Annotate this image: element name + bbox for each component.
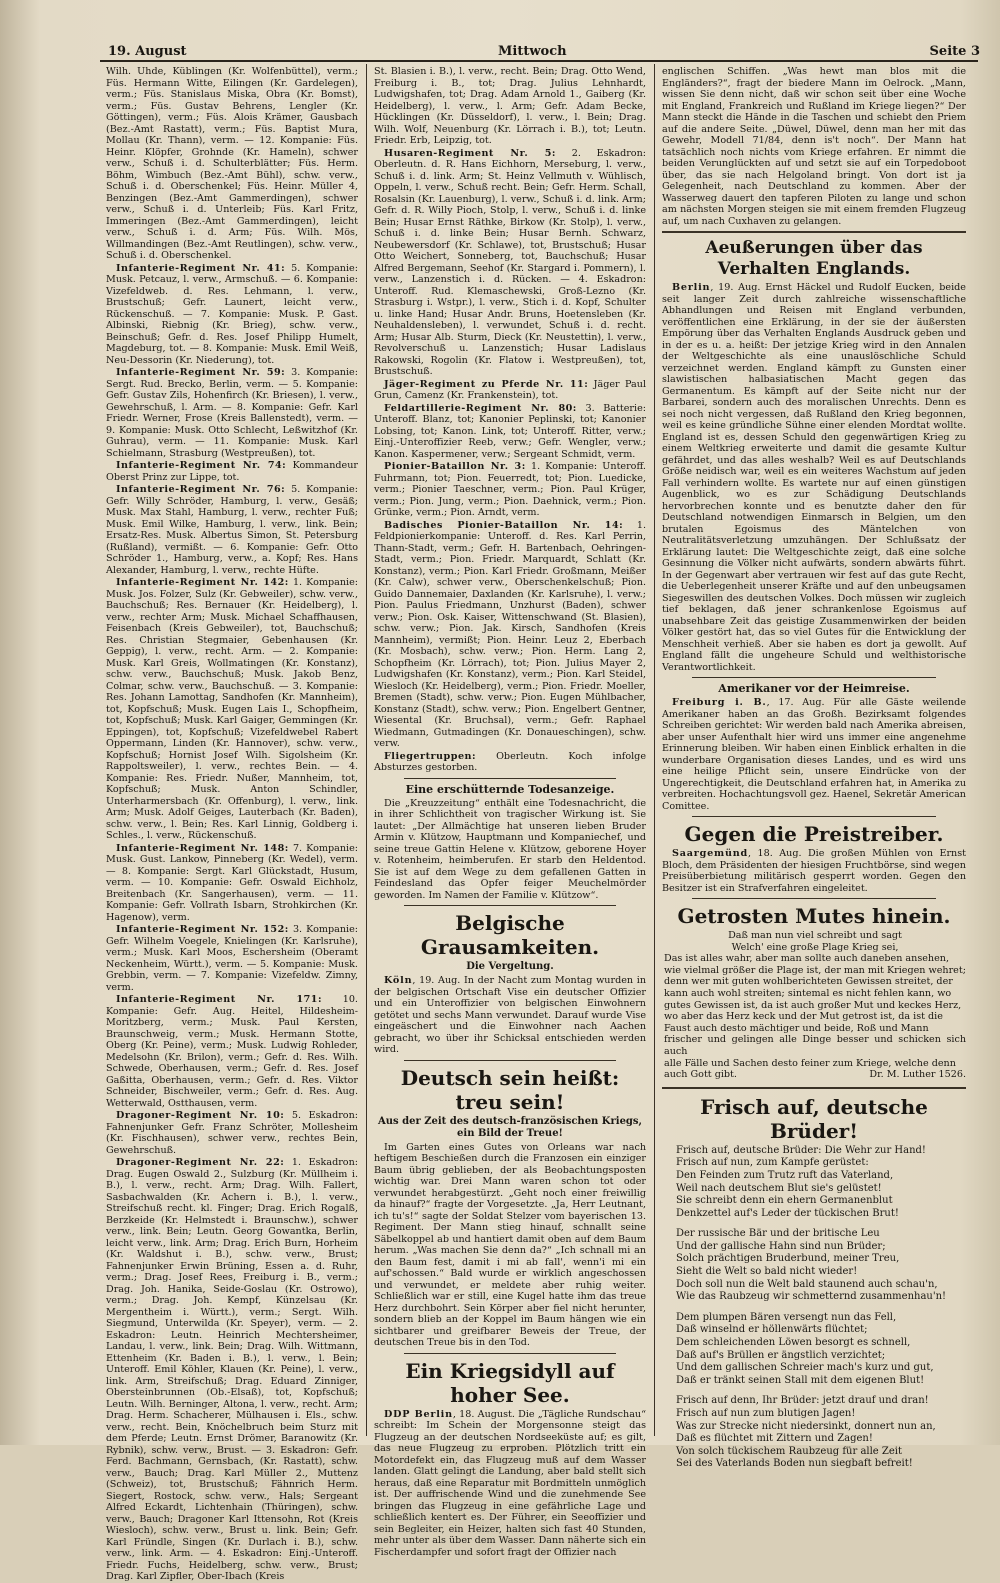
- quote-line: wo aber das Herz keck und der Mut getrost ist, da ist die: [664, 1011, 943, 1023]
- regiment-entry: [106, 367, 358, 459]
- quote-line: wie vielmal größer die Plage ist, der man mit Kriegen wehret;: [664, 964, 966, 976]
- regiment-text: 10. Kompanie: Gefr. Aug. Heitel, Hildesheim-Moritzberg, verm.; Musk. Paul Kersten, Braunschweig, verm.; Musk. Hermann Stotte, Oberg (Kr. Peine), verm.; Musk. Ludwig Rohleder, Medelsohn (Kr. Brilon), verm.; Gefr. d. Res. Wilh. Schwede, Oberhausen, verm.; Gefr. d. Res. Josef Gaßitta, Oberhausen, verm.; Gefr. d. Res. Viktor Schneider, Bischweiler, verm.; Gefr. d. Res. Aug. Wetterwald, Ostthausen, verm.: [106, 994, 358, 1109]
- dateline-place: Berlin: [672, 282, 711, 293]
- stanza-gap: [676, 1220, 966, 1228]
- regiment-entry: [106, 577, 358, 842]
- article-separator: [404, 1060, 616, 1061]
- column-3: [662, 66, 966, 1470]
- article-headline-getrosten-mutes: Getrosten Mutes hinein.: [677, 904, 951, 928]
- poem-line: Sie schreibt denn ein ehern Germanenblut: [676, 1195, 893, 1207]
- regiment-text: 1. Kompanie: Unteroff. Fuhrmann, tot; Pion. Feuerredt, tot; Pion. Luedicke, verm.; Pionier Taeschner, verm.; Pion. Paul Krüger, verm.; Pion. Jung, verm.; Pion. Daehnick, verm.; Pion. Grünke, verm.; Pion. Arndt, verm.: [374, 461, 646, 518]
- poem-line: Daß winselnd er höllenwärts flüchtet;: [676, 1324, 868, 1336]
- regiment-entry: [106, 1157, 358, 1583]
- regiment-entry: [106, 924, 358, 993]
- regiment-entry: [374, 148, 646, 378]
- quote-line: gutes Gewissen ist, da ist auch großer Mut und keckes Herz,: [664, 999, 962, 1011]
- poem-frisch-auf: [662, 1145, 966, 1471]
- poem-line: Sieht die Welt so bald nicht wieder!: [676, 1266, 858, 1278]
- quote-line: alle Fälle und Sachen desto feiner zum Kriege, welche denn: [664, 1057, 956, 1069]
- article-text: , 19. Aug. Ernst Häckel und Rudolf Eucken, beide seit langer Zeit durch zahlreiche wissenschaftliche Abhandlungen und Reisen mit England verbunden, veröffentlichen eine Erklärung, in der sie der äußersten Empörung über das Verhalten Englands Ausdruck geben und in der es u. a. heißt: Der jetzige Krieg wird in den Annalen der Weltgeschichte als eine unauslöschliche Schuld verzeichnet werden. England kämpft zu Gunsten einer slawistischen halbasiatischen Macht gegen das Germanentum. Es kämpft auf der Seite nicht nur der Barbarei, sondern auch des moralischen Unrechts. Denn es sei noch nicht vergessen, daß Rußland den Krieg begonnen, weil es keine gründliche Sühne einer elenden Mordtat wollte. England ist es, dessen Schuld den gegenwärtigen Krieg zu einem Weltkrieg erweiterte und damit die gesamte Kultur gefährdet, und das alles weshalb? Weil es auf Deutschlands Größe neidisch war, weil es ein weiteres Wachstum auf jeden Fall verhindern wollte. Es wartete nur auf einen günstigen Augenblick, wo es zur Schädigung Deutschlands hervorbrechen konnte und es benutzte daher den für Deutschland notwendigen Einmarsch in Belgien, um den brutalen Egoismus des Mäntelchen von Neutralitätsverletzung umzuhängen. Der Schlußsatz der Erklärung lautet: Die Weltgeschichte zeigt, daß eine solche Gesinnung die Völker nicht aufwärts, sondern abwärts führt. In der Gegenwart aber vertrauen wir fest auf das gute Recht, die Ueberlegenheit unserer Kräfte und auf den unbeugsamen Siegeswillen des deutschen Volkes. Doch müssen wir zugleich tief beklagen, daß jener schrankenlose Egoismus auf unabsehbare Zeit das geistige Zusammenwirken der beiden Völker gestört hat, das so viel Gutes für die Entwicklung der Menschheit verhieß. Aber sie haben es dort ja gewollt. Auf England fällt die ungeheure Schuld und welthistorische Verantwortlichkeit.: [662, 282, 966, 673]
- poem-line: Frisch auf nun, zum Kampfe gerüstet:: [676, 1157, 869, 1169]
- poem-line: Was zur Strecke nicht niedersinkt, donnert nun an,: [676, 1420, 936, 1432]
- regiment-text: 5. Kompanie: Musk. Petcauz, l. verw., Armschuß. — 6. Kompanie: Vizefeldweb. d. Res. Lehmann, l. verw., Brustschuß; Gefr. Launert, leicht verw., Rückenschuß. — 7. Kompanie: Musk. P. Gast. Albinski, Riebnig (Kr. Brieg), schw. verw., Beinschuß; Gefr. d. Res. Josef Philipp Humelt, Magdeburg, tot. — 8. Kompanie: Musk. Emil Weiß, Neu-Dessorin (Kr. Niederung), tot.: [106, 262, 358, 366]
- poem-line: Der russische Bär und der britische Leu: [676, 1228, 880, 1240]
- article-headline-amerikaner: Amerikaner vor der Heimreise.: [718, 682, 910, 695]
- poem-line: Daß er tränkt seinen Stall mit dem eigenen Blut!: [676, 1374, 925, 1386]
- column-2: [374, 66, 647, 1558]
- article-headline-preistreiber: Gegen die Preistreiber.: [684, 822, 944, 846]
- poem-title-frisch-auf: Frisch auf, deutsche Brüder!: [700, 1094, 928, 1143]
- poem-line: Denkzettel auf's Leder der tückischen Brut!: [676, 1207, 899, 1219]
- article-separator: [662, 1087, 966, 1089]
- article-body-preistreiber: [662, 848, 966, 894]
- article-headline-todesanzeige: Eine erschütternde Todesanzeige.: [405, 782, 615, 796]
- article-separator: [404, 905, 616, 906]
- poem-line: Dem schleichenden Löwen besorgt es schnell,: [676, 1337, 911, 1349]
- regiment-title: Infanterie-Regiment Nr. 142:: [116, 577, 289, 588]
- regiment-text: Kommandeur Oberst Prinz zur Lippe, tot.: [106, 460, 358, 483]
- regiment-title: Dragoner-Regiment Nr. 22:: [116, 1157, 285, 1168]
- article-text: , 17. Aug. Für alle Gäste weilende Amerikaner haben an das Großh. Bezirksamt folgendes Schreiben gerichtet: Wir werden bald nach Amerika abreisen, aber unser Aufenthalt hier wird uns immer eine angenehme Erinnerung bleiben. Wir haben einen Einblick erhalten in die wunderbare Organisation dieses Landes, und es wird uns eine heilige Pflicht sein, unsere Eindrücke von der Ungerechtigkeit, die Deutschland erfahren hat, in Amerika zu verbreiten. Hochachtungsvoll gez. Haenel, Sekretär American Comittee.: [662, 697, 966, 812]
- regiment-entry: [106, 263, 358, 367]
- article-separator: [404, 1353, 616, 1354]
- article-text: , 18. Aug. Die großen Mühlen von Ernst Bloch, dem Präsidenten der hiesigen Fruchtbörse, sind wegen Preisüberbietung militärisch gesperrt worden. Gegen den Besitzer ist ein Strafverfahren eingeleitet.: [662, 848, 966, 894]
- dateline-place: DDP Berlin: [384, 1408, 453, 1420]
- stanza-gap: [676, 1387, 966, 1395]
- poem-line: Von solch tückischem Raubzeug für alle Zeit: [676, 1445, 902, 1457]
- regiment-text: 3. Kompanie: Sergt. Rud. Brecko, Berlin, verm. — 5. Kompanie: Gefr. Gustav Zils, Hohenfirch (Kr. Briesen), l. verw., Gewehrschuß, l. Arm. — 8. Kompanie: Gefr. Karl Friedr. Werner, Frose (Kreis Ballenstedt), verm. — 9. Kompanie: Musk. Otto Schlecht, Leßwitzhof (Kr. Guhrau), verm. — 11. Kompanie: Musk. Karl Schielmann, Strasburg (Westpreußen), tot.: [106, 367, 358, 459]
- regiment-title: Badisches Pionier-Bataillon Nr. 14:: [384, 519, 624, 531]
- article-headline-belgische-grausamkeiten: Belgische Grausamkeiten.: [420, 911, 600, 959]
- regiment-text: 3. Kompanie: Gefr. Wilhelm Voegele, Knielingen (Kr. Karlsruhe), verm.; Musk. Karl Moos, Eschersheim (Oberamt Neckenheim, Württ.), verm. — 5. Kompanie: Musk. Grebbin, verm. — 7. Kompanie: Vizefeldw. Zimny, verm.: [106, 924, 358, 993]
- quote-line: Das ist alles wahr, aber man sollte auch daneben ansehen,: [664, 953, 950, 965]
- regiment-text: 5. Eskadron: Fahnenjunker Gefr. Franz Schröter, Mollesheim (Kr. Fischhausen), schwer verw., rechtes Bein, Gewehrschuß.: [106, 1110, 358, 1156]
- regiment-text: 1. Feldpionierkompanie: Unteroff. d. Res. Karl Perrin, Thann-Stadt, verm.; Gefr. H. Bartenbach, Oehringen-Stadt, verm.; Pion. Friedr. Marquardt, Schlatt (Kr. Konstanz), verm.; Pion. Karl Friedr. Großmann, Meißer (Kr. Calw), schwer verw., Oberschenkelschuß; Pion. Guido Dannemaier, Daxlanden (Kr. Karlsruhe), l. verw.; Pion. Paulus Friedmann, Unzhurst (Baden), schwer verw.; Pion. Osk. Kaiser, Wittenschwand (St. Blasien), schw. verw.; Pion. Jak. Kirsch, Sandhofen (Kreis Mannheim), vermißt; Pion. Heinr. Leuz 2, Eberbach (Kr. Mosbach), schw. verw.; Pion. Herm. Lang 2, Schopfheim (Kr. Lörrach), tot; Pion. Julius Mayer 2, Ludwigshafen (Kr. Konstanz), verm.; Pion. Karl Steidel, Wiesloch (Kr. Heidelberg), verm.; Pion. Friedr. Moeller, Bremen (Stadt), schw. verw.; Pion. Eugen Mühlbacher, Konstanz (Stadt), schw. verw.; Pion. Engelbert Gentner, Wiesental (Kr. Bruchsal), verm.; Gefr. Raphael Wiedmann, Gutmadingen (Kr. Donaueschingen), schw. verw.: [374, 519, 646, 749]
- regiment-title: Infanterie-Regiment Nr. 74:: [116, 460, 287, 471]
- regiment-title: Fliegertruppen:: [384, 750, 477, 762]
- poem-line: Frisch auf, deutsche Brüder: Die Wehr zur Hand!: [676, 1144, 926, 1156]
- quote-line: frischer und gelingen alle Dinge besser und schicken sich auch: [664, 1034, 966, 1057]
- article-headline-englands: Aeußerungen über das Verhalten Englands.: [705, 238, 923, 279]
- article-body-kriegsidyll: [374, 1409, 646, 1559]
- regiment-text: 1. Eskadron: Drag. Eugen Oswald 2., Sulzburg (Kr. Müllheim i. B.), l. verw., recht. Arm; Drag. Wilh. Fallert, Sasbachwalden (Kr. Achern i. B.), l. verw., Streifschuß recht. kl. Finger; Drag. Erich Rogalß, Berzkeide (Kr. Helmstedt i. Braunschw.), schwer verw., link. Bein; Leutn. Georg Gowantka, Berlin, leicht verw., link. Arm; Drag. Erich Burn, Horheim (Kr. Waldshut i. B.), schw. verw., Brust; Fahnenjunker Erwin Brüning, Essen a. d. Ruhr, verm.; Drag. Josef Rees, Freiburg i. B., verm.; Drag. Joh. Hanika, Seide-Goslau (Kr. Ostrowo), verm.; Drag. Joh. Kempf, Künzelsau (Kr. Mergentheim i. Württ.), verm.; Sergt. Wilh. Siegmund, Unterwilda (Kr. Speyer), verm. — 2. Eskadron: Leutn. Heinrich Mechtersheimer, Landau, l. verw., link. Bein; Drag. Wilh. Wittmann, Ettenheim (Kr. Baden i. B.), l. verw., l. Bein; Unteroff. Emil Köhler, Klauen (Kr. Peine), l. verw., link. Arm, Streifschuß; Drag. Eduard Zinniger, Obersteinbrunnen (Ob.-Elsaß), tot, Kopfschuß; Leutn. Wilh. Berninger, Altona, l. verw., recht. Arm; Drag. Herm. Schacherer, Mülhausen i. Els., schw. verw., recht. Bein, Knöchelbruch beim Sturz mit dem Pferde; Leutn. Ernst Drömer, Baranowitz (Kr. Rybnik), schw. verw., Brust. — 3. Eskadron: Gefr. Ferd. Bachmann, Gernsbach, (Kr. Rastatt), schw. verw., Bauch; Drag. Karl Müller 2., Muttenz (Schweiz), tot, Brustschuß; Fähnrich Herm. Siegert, Rostock, schw. verw., Hals; Sergeant Alfred Eckardt, Lichtenhain (Thüringen), schw. verw., Bauch; Dragoner Karl Ittensohn, Rot (Kreis Wiesloch), schw. verw., Brust u. link. Bein; Gefr. Karl Fründle, Singen (Kr. Durlach i. B.), schw. verw., link. Arm. — 4. Eskadron: Einj.-Unteroff. Friedr. Fuchs, Heidelberg, schw. verw., Brust; Drag. Karl Zipfler, Ober-Ibach (Kreis: [106, 1157, 358, 1582]
- regiment-title: Infanterie-Regiment Nr. 148:: [116, 842, 289, 854]
- regiment-title: Infanterie-Regiment Nr. 152:: [116, 924, 289, 935]
- regiment-text: Oberleutn. Koch infolge Absturzes gestorben.: [374, 750, 646, 773]
- poem-line: Solch prächtigen Bruderbund, meiner Treu,: [676, 1253, 900, 1265]
- regiment-text: 2. Eskadron: Oberleutn. d. R. Hans Eichhorn, Merseburg, l. verw., Schuß i. d. link. Arm; St. Heinz Vellmuth v. Wühlisch, Oppeln, l. verw., Schuß recht. Bein; Gefr. Herm. Schall, Rosalsin (Kr. Lauenburg), l. verw., Schuß i. d. link. Arm; Gefr. d. R. Willy Pioch, Stolp, l. verw., Schuß i. d. linke Bein; Husar Ernst Räthke, Birkow (Kr. Stolp), l. verw., Schuß i. d. linke Bein; Husar Bernh. Schwarz, Neubewersdorf (Kr. Schlawe), tot, Brustschuß; Husar Otto Weichert, Sonneberg, tot, Bauchschuß; Husar Alfred Bergemann, Seehof (Kr. Stargard i. Pommern), l. verw., Lanzenstich i. d. Rücken. — 4. Eskadron: Unteroff. Rud. Klemaschewski, Groß-Lezno (Kr. Strasburg i. Wstpr.), l. verw., Stich i. d. Kopf, Schulter u. linke Hand; Husar Andr. Bruns, Hoetensleben (Kr. Neuhaldensleben), l. verwundet, Schuß i. d. recht. Arm; Husar Alb. Sturm, Dieck (Kr. Neustettin), l. verw., Revolverschuß u. Lanzenstich; Husar Ladislaus Rakowski, Rogolin (Kr. Flatow i. Westpreußen), tot, Brustschuß.: [374, 147, 646, 377]
- regiment-text: 7. Kompanie: Musk. Gust. Lankow, Pinneberg (Kr. Wedel), verm. — 8. Kompanie: Sergt. Karl Glückstadt, Husum, verm. — 10. Kompanie: Gefr. Oswald Eichholz, Breitenbach (Kr. Sangerhausen), verm. — 11. Kompanie: Gefr. Vollrath Isbarn, Strohkirchen (Kr. Hagenow), verm.: [106, 842, 358, 923]
- header-page-number: Seite 3: [929, 44, 980, 59]
- poem-line: Daß auf's Brüllen er ängstlich verzichtet;: [676, 1349, 886, 1361]
- article-body-kriegsidyll-continued: englischen Schiffen. „Was hewt man blos mit die Engländers?“, fragt der biedere Mann im Oelrock. „Mann, wissen Sie denn nicht, daß wir schon seit über eine Woche mit England, Frankreich und Rußland im Kriege liegen?“ Der Mann steckt die Hände in die Taschen und schiebt den Priem auf die andere Seite. „Düwel, Düwel, denn man her mit das Gewehr, Modell 71/84, denn is't noch“. Der Mann hat tatsächlich noch nichts vom Kriege erfahren. Er nimmt die beiden Verunglückten auf und setzt sie auf ein Torpedoboot über, das sie nach Helgoland bringt. Von dort ist ja Gelegenheit, nach Deutschland zu kommen. Aber der Wasserweg dauert den tapferen Piloten zu lange und schon am nächsten Morgen steigen sie mit einem fremden Flugzeug auf, um nach Cuxhaven zu gelangen.: [662, 66, 966, 227]
- poem-line: Wie das Raubzeug wir schmetternd zusammenhau'n!: [676, 1291, 947, 1303]
- article-body-amerikaner: [662, 697, 966, 812]
- dateline-place: Freiburg i. B.: [672, 697, 767, 708]
- article-body-belgische-grausamkeiten: [374, 975, 646, 1056]
- quote-line-end: auch Gott gibt.: [664, 1069, 737, 1081]
- poem-line: Dem plumpen Bären versengt nun das Fell,: [676, 1311, 897, 1323]
- poem-line: Frisch auf denn, Ihr Brüder: jetzt drauf und dran!: [676, 1395, 929, 1407]
- regiment-entry: [106, 843, 358, 924]
- quote-line: Welch' eine große Plage Krieg sei,: [731, 941, 899, 953]
- header-rule: [100, 60, 978, 62]
- regiment-title: Feldartillerie-Regiment Nr. 80:: [384, 402, 577, 414]
- regiment-entry: [374, 461, 646, 519]
- regiment-title: Infanterie-Regiment Nr. 171:: [116, 994, 323, 1005]
- dateline-place: Saargemünd: [672, 848, 749, 859]
- poem-line: Den Feinden zum Trutz ruft das Vaterland,: [676, 1169, 894, 1181]
- article-body-deutsch-sein: Im Garten eines Gutes von Orleans war nach heftigem Beschießen durch die Franzosen ein einziger Baum übrig geblieben, der als Beobachtungsposten wichtig war. Drei Mann waren schon tot oder verwundet herabgestürzt. „Geht noch einer freiwillig da hinauf?“ fragte der Vorgesetzte. „Ja, Herr Leutnant, ich tu's!“ sagte der Soldat Stelzer vom bayerischen 13. Regiment. Der Mann stieg hinauf, schnallt seine Säbelkoppel ab und hantiert damit oben auf dem Baum herum. „Was machen Sie denn da?“ „Ich schnall mi an den Baum fest, damit i mi ab fall', wenn'i mi ein auf'schossen.“ Bald wurde er wirklich angeschossen und verwundet, er meldete aber ruhig weiter. Schließlich war er still, eine Kugel hatte ihm das treue Herz durchbohrt. Sein Körper aber fiel nicht herunter, sondern blieb an der Koppel im Baum hängen wie ein sichtbarer und greifbarer Beweis der Treue, der deutschen Treue bis in den Tod.: [374, 1141, 646, 1348]
- regiment-entry: [106, 994, 358, 1109]
- regiment-title: Jäger-Regiment zu Pferde Nr. 11:: [384, 378, 589, 390]
- quote-line: [664, 1069, 966, 1081]
- regiment-title: Infanterie-Regiment Nr. 41:: [116, 262, 286, 274]
- regiment-title: Infanterie-Regiment Nr. 59:: [116, 367, 286, 378]
- regiment-entry: [106, 484, 358, 576]
- header-weekday: Mittwoch: [498, 44, 567, 59]
- stanza-gap: [676, 1304, 966, 1312]
- poem-line: Daß es flüchtet mit Zittern und Zagen!: [676, 1433, 873, 1445]
- quote-line: kann auch wohl streiten; sintemal es nicht fehlen kann, wo: [664, 987, 952, 999]
- regiment-title: Husaren-Regiment Nr. 5:: [384, 147, 556, 159]
- regiment-entry: [374, 379, 646, 402]
- article-separator: [692, 816, 936, 817]
- quote-signature: Dr. M. Luther 1526.: [869, 1069, 966, 1081]
- quote-line: Faust auch desto mächtiger und beide, Roß und Mann: [664, 1022, 929, 1034]
- regiment-text: 5. Kompanie: Gefr. Willy Schröder, Hamburg, l. verw., Gesäß; Musk. Max Stahl, Hamburg, l. verw., rechter Fuß; Musk. Emil Wilke, Hamburg, l. verw., link. Bein; Ersatz-Res. Musk. Albertus Simon, St. Petersburg (Rußland), vermißt. — 6. Kompanie: Gefr. Otto Schröder 1., Hamburg, verw., a. Kopf; Res. Hans Alexander, Hamburg, l. verw., rechte Hüfte.: [106, 484, 358, 576]
- quote-line: denn wer mit guten wohlberichteten Gewissen streitet, der: [664, 976, 953, 988]
- casualty-list-continued: St. Blasien i. B.), l. verw., recht. Bein; Drag. Otto Wend, Freiburg i. B., tot; Drag. Julius Lehnhardt, Ludwigshafen, tot; Drag. Adam Arnold 1., Gaiberg (Kr. Heidelberg), l. verw., l. Arm; Gefr. Adam Becke, Hücklingen (Kr. Düsseldorf), l. verw., l. Bein; Drag. Wilh. Wolf, Neuenburg (Kr. Lörrach i. B.), tot; Leutn. Friedr. Erb, Leipzig, tot.: [374, 66, 646, 146]
- article-separator: [662, 231, 966, 233]
- poem-line: Und der gallische Hahn sind nun Brüder;: [676, 1240, 886, 1252]
- article-text: , 18. August. Die „Tägliche Rundschau“ schreibt: Im Schein der Morgensonne steigt das Flugzeug an der deutschen Nordseeküste auf; es gilt, das neue Flugzeug zu erproben. Plötzlich tritt ein Motordefekt ein, das Flugzeug muß auf dem Wasser landen. Glatt gelingt die Landung, aber bald stellt sich heraus, daß eine Reparatur mit Bordmitteln unmöglich ist. Der auffrischende Wind und die zunehmende See bringen das Flugzeug in eine gefährliche Lage und schließlich kentert es. Der Führer, ein Seeoffizier und sein Begleiter, ein Heizer, halten sich fast 40 Stunden, mehr unter als über dem Wasser. Dann näherte sich ein Fischerdampfer und sofort fragt der Offizier nach: [374, 1408, 646, 1558]
- header-date: 19. August: [108, 44, 187, 59]
- poem-line: Sei des Vaterlands Boden nun siegbaft befreit!: [676, 1458, 913, 1470]
- poem-line: Frisch auf nun zum blutigen Jagen!: [676, 1408, 856, 1419]
- article-separator: [692, 677, 936, 678]
- article-headline-deutsch-sein: Deutsch sein heißt: treu sein!: [400, 1065, 620, 1114]
- regiment-entry: [106, 1110, 358, 1156]
- article-subheadline: Aus der Zeit des deutsch-französischen Kriegs, ein Bild der Treue!: [377, 1115, 643, 1139]
- regiment-text: 1. Kompanie: Musk. Jos. Folzer, Sulz (Kr. Gebweiler), schw. verw., Bauchschuß; Res. Bernauer (Kr. Heidelberg), l. verw., rechter Arm; Musk. Michael Schaffhausen, Feisenbach (Kreis Gebweiler), tot, Bauchschuß; Res. Christian Stegmaier, Gebenhausen (Kr. Geppig), l. verw., recht. Arm. — 2. Kompanie: Musk. Karl Greis, Wollmatingen (Kr. Konstanz), schw. verw., Bauchschuß; Musk. Jakob Benz, Colmar, schw. verw., Bauchschuß. — 3. Kompanie: Res. Johann Lamottag, Sandhofen (Kr. Mannheim), tot, Kopfschuß; Musk. Eugen Lais I., Schopfheim, tot, Kopfschuß; Musk. Karl Gaiger, Gemmingen (Kr. Eppingen), tot, Kopfschuß; Vizefeldwebel Rabert Oppermann, Linden (Kr. Hannover), schw. verw., Kopfschuß; Hornist Josef Wilh. Sigolsheim (Kr. Rappoltsweiler), l. verw., rechtes Bein. — 4. Kompanie: Res. Friedr. Nußer, Mannheim, tot, Kopfschuß; Musk. Anton Schindler, Unterharmersbach (Kr. Offenburg), l. verw., link. Arm; Musk. Adolf Geiges, Lauterbach (Kr. Baden), schw. verw., l. Bein; Res. Karl Linnig, Goldberg i. Schles., l. verw., Rückenschuß.: [106, 577, 358, 841]
- quote-line: Daß man nun viel schreibt und sagt: [728, 930, 902, 941]
- article-separator: [404, 778, 616, 779]
- regiment-title: Infanterie-Regiment Nr. 76:: [116, 484, 286, 495]
- regiment-entry: [374, 751, 646, 774]
- poem-line: Und dem gallischen Schreier mach's kurz und gut,: [676, 1362, 934, 1374]
- regiment-text: 3. Batterie: Unteroff. Blanz, tot; Kanonier Peplinski, tot; Kanonier Lobsing, tot; Kanon. Link, tot; Unteroff. Ritter, verw.; Einj.-Unteroffizier Reeb, verw.; Gefr. Wengler, verw.; Kanon. Kaspermener, verw.; Sergeant Schmidt, verm.: [374, 402, 646, 460]
- regiment-entry: [374, 403, 646, 461]
- article-body-todesanzeige: Die „Kreuzzeitung“ enthält eine Todesnachricht, die in ihrer Schlichtheit von tragischer Wirkung ist. Sie lautet: „Der Allmächtige hat unseren lieben Bruder Armin v. Klützow, Hauptmann und Kompaniechef, und seine treue Gattin Helene v. Klützow, geborene Hoyer v. Rotenheim, heimberufen. Er starb den Heldentod. Sie ist auf dem Wege zu dem gefallenen Gatten in Feindesland das Opfer feiger Meuchelmörder geworden. Im Namen der Familie v. Klützow“.: [374, 797, 646, 901]
- article-headline-kriegsidyll: Ein Kriegsidyll auf hoher See.: [405, 1358, 615, 1407]
- article-body-englands: [662, 282, 966, 673]
- poem-line: Doch soll nun die Welt bald staunend auch schau'n,: [676, 1278, 938, 1290]
- article-subheadline: Die Vergeltung.: [466, 961, 554, 972]
- column-1: [106, 66, 358, 1582]
- casualty-list-continued: Wilh. Uhde, Küblingen (Kr. Wolfenbüttel), verm.; Füs. Hermann Witte, Eilingen (Kr. Gardelegen), verm.; Füs. Stanislaus Miska, Obra (Kr. Bomst), verm.; Füs. Gustav Behrens, Lengler (Kr. Göttingen), verm.; Füs. Alois Krämer, Gausbach (Bez.-Amt Rastatt), verm.; Füs. Baptist Mura, Mollau (Kr. Thann), verm. — 12. Kompanie: Füs. Heinr. Klöpfer, Grohnde (Kr. Hameln), schwer verw., Schuß i. d. Schulterblätter; Füs. Herm. Böhm, Wimbuch (Bez.-Amt Bühl), schw. verw., Schuß i. d. Oberschenkel; Füs. Heinr. Müller 4, Benzingen (Bez.-Amt Gammerdingen), schwer verw., Schuß i. d. Unterleib; Füs. Karl Fritz, Immeringen (Bez.-Amt Gammerdingen), leicht verw., Schuß i. d. Arm; Füs. Wilh. Mös, Willmandingen (Bez.-Amt Reutlingen), schw. verw., Schuß i. d. Oberschenkel.: [106, 66, 358, 261]
- dateline-place: Köln: [384, 975, 413, 986]
- poem-line: Weil nach deutschem Blut sie's gelüstet!: [676, 1182, 882, 1194]
- column-divider-2: [654, 64, 655, 1436]
- regiment-text: Jäger Paul Grun, Camenz (Kr. Frankenstein), tot.: [374, 378, 647, 401]
- article-separator: [692, 898, 936, 899]
- luther-quote: [662, 930, 966, 1081]
- regiment-title: Dragoner-Regiment Nr. 10:: [116, 1110, 285, 1121]
- regiment-entry: [374, 520, 646, 750]
- article-text: , 19. Aug. In der Nacht zum Montag wurden in der belgischen Ortschaft Vise ein deutscher Offizier und ein Unteroffizier von belgischen Einwohnern getötet und sechs Mann verwundet. Darauf wurde Vise eingeäschert und die Einwohner nach Aachen gebracht, wo über ihr Schicksal entschieden werden wird.: [374, 975, 646, 1055]
- regiment-entry: [106, 460, 358, 483]
- column-divider-1: [366, 64, 367, 1436]
- regiment-title: Pionier-Bataillon Nr. 3:: [384, 461, 526, 472]
